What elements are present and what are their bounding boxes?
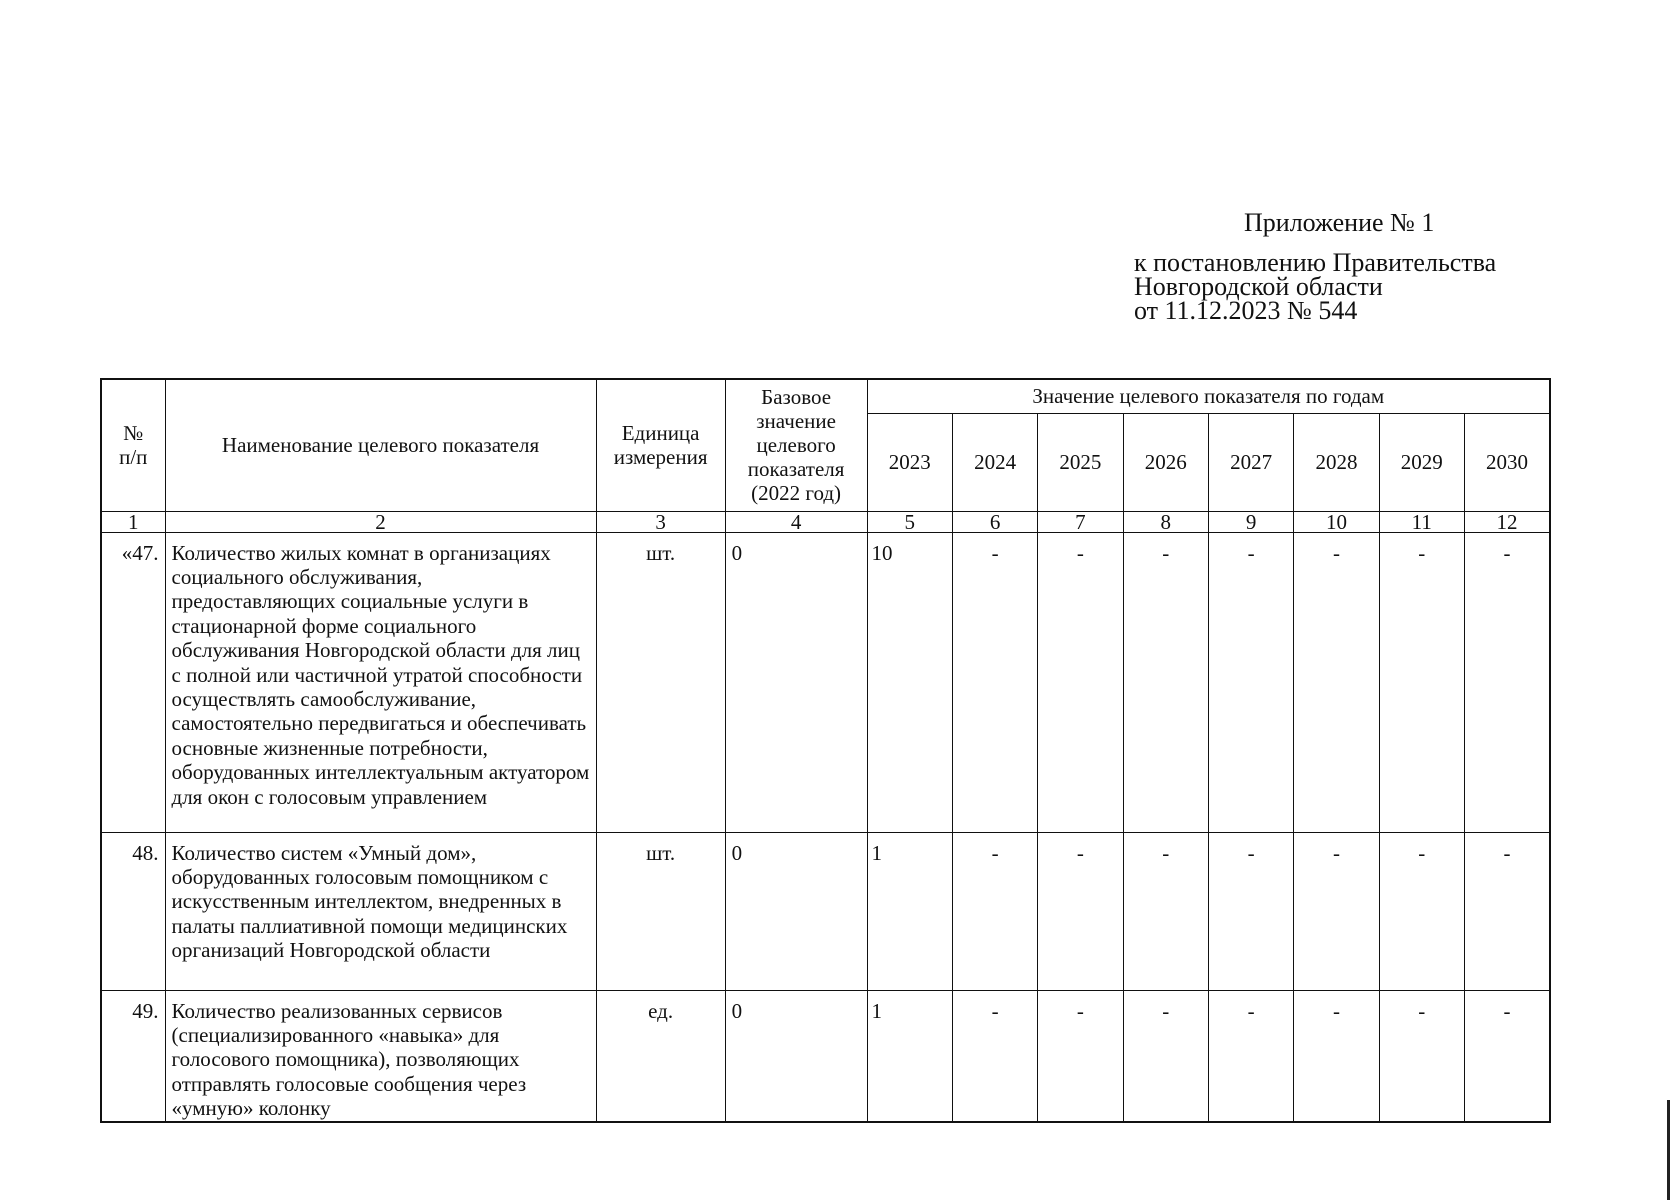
column-number: 1: [101, 511, 165, 532]
year-value-cell: -: [1379, 990, 1464, 1122]
col-header-num: № п/п: [101, 379, 165, 511]
unit-cell: шт.: [596, 832, 725, 990]
year-value-cell: -: [1294, 832, 1379, 990]
col-header-unit: Единица измерения: [596, 379, 725, 511]
year-value-cell: -: [1038, 990, 1123, 1122]
year-value-cell: -: [1208, 532, 1293, 832]
header-region-line: Новгородской области: [1134, 272, 1383, 301]
year-value-cell: -: [1208, 832, 1293, 990]
year-value-cell: 1: [867, 832, 952, 990]
indicators-table: [100, 378, 1551, 1123]
column-number-row: [101, 511, 1550, 532]
col-header-year: 2025: [1038, 413, 1123, 511]
year-value-cell: -: [1123, 532, 1208, 832]
year-value-cell: -: [1123, 990, 1208, 1122]
base-value-cell: 0: [725, 990, 867, 1122]
column-number: 11: [1379, 511, 1464, 532]
column-number: 9: [1208, 511, 1293, 532]
column-number: 8: [1123, 511, 1208, 532]
row-number: 48.: [101, 832, 165, 990]
row-number: 49.: [101, 990, 165, 1122]
year-value-cell: -: [1464, 832, 1550, 990]
col-header-year: 2024: [952, 413, 1037, 511]
year-value-cell: 10: [867, 532, 952, 832]
year-value-cell: -: [1379, 832, 1464, 990]
year-value-cell: -: [1123, 832, 1208, 990]
year-value-cell: -: [1464, 532, 1550, 832]
base-value-cell: 0: [725, 532, 867, 832]
unit-cell: шт.: [596, 532, 725, 832]
year-value-cell: -: [952, 532, 1037, 832]
column-number: 7: [1038, 511, 1123, 532]
col-header-year: 2027: [1208, 413, 1293, 511]
indicator-name: Количество жилых комнат в организациях социального обслуживания, предоставляющих социальные услуги в стационарной форме социального обслуживания Новгородской области для лиц с полной или частичной утратой способности осуществлять самообслуживание, самостоятельно передвигаться и обеспечивать основные жизненные потребности, оборудованных интеллектуальным актуатором для окон с голосовым управлением: [165, 532, 596, 832]
column-number: 5: [867, 511, 952, 532]
column-number: 6: [952, 511, 1037, 532]
scan-edge-mark: [1667, 1100, 1670, 1200]
year-value-cell: -: [952, 832, 1037, 990]
col-header-base: Базовое значение целевого показателя (2022 год): [725, 379, 867, 511]
indicator-name: Количество реализованных сервисов (специализированного «навыка» для голосового помощника), позволяющих отправлять голосовые сообщения через «умную» колонку: [165, 990, 596, 1122]
year-value-cell: -: [1294, 990, 1379, 1122]
indicator-name: Количество систем «Умный дом», оборудованных голосовым помощником с искусственным интеллектом, внедренных в палаты паллиативной помощи медицинских организаций Новгородской области: [165, 832, 596, 990]
row-number: «47.: [101, 532, 165, 832]
year-value-cell: -: [1294, 532, 1379, 832]
year-value-cell: -: [1208, 990, 1293, 1122]
col-header-years-group: Значение целевого показателя по годам: [867, 379, 1550, 413]
year-value-cell: -: [1464, 990, 1550, 1122]
unit-cell: ед.: [596, 990, 725, 1122]
col-header-year: 2023: [867, 413, 952, 511]
column-number: 4: [725, 511, 867, 532]
col-header-year: 2029: [1379, 413, 1464, 511]
col-header-name: Наименование целевого показателя: [165, 379, 596, 511]
header-date-line: от 11.12.2023 № 544: [1134, 296, 1358, 325]
col-header-year: 2028: [1294, 413, 1379, 511]
year-value-cell: -: [952, 990, 1037, 1122]
year-value-cell: 1: [867, 990, 952, 1122]
appendix-title: Приложение № 1: [1244, 208, 1435, 237]
year-value-cell: -: [1038, 832, 1123, 990]
table-row: [101, 532, 1550, 832]
base-value-cell: 0: [725, 832, 867, 990]
header-resolution-line: к постановлению Правительства: [1134, 248, 1497, 277]
col-header-year: 2030: [1464, 413, 1550, 511]
column-number: 3: [596, 511, 725, 532]
table-row: [101, 832, 1550, 990]
year-value-cell: -: [1038, 532, 1123, 832]
column-number: 12: [1464, 511, 1550, 532]
table-row: [101, 990, 1550, 1122]
column-number: 10: [1294, 511, 1379, 532]
column-number: 2: [165, 511, 596, 532]
year-value-cell: -: [1379, 532, 1464, 832]
col-header-year: 2026: [1123, 413, 1208, 511]
